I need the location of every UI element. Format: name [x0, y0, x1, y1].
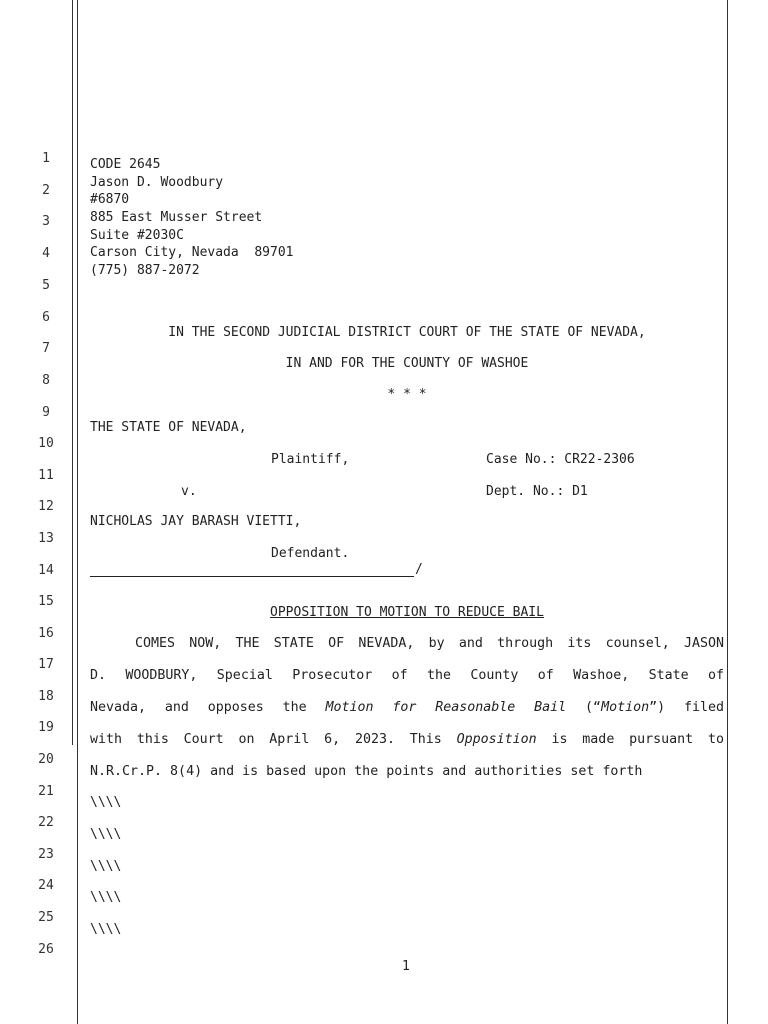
line-number: 16 [38, 626, 54, 641]
line-number: 23 [38, 847, 54, 862]
line-number: 3 [42, 214, 50, 229]
versus: v. [181, 484, 197, 499]
court-heading-stars: * * * [387, 387, 427, 402]
continuation-mark: \\\\ [90, 890, 122, 905]
bar-number: #6870 [90, 192, 130, 207]
body-text: D. WOODBURY, Special Prosecutor of the County of Washoe, State of [90, 668, 724, 683]
body-text: is made pursuant to [551, 732, 724, 747]
body-text: (“ [585, 700, 602, 715]
right-margin-rule [727, 0, 728, 1024]
line-number: 11 [38, 468, 54, 483]
body-line-18 [90, 700, 724, 715]
document-title [90, 605, 724, 620]
court-heading-line2: IN AND FOR THE COUNTY OF WASHOE [285, 356, 529, 371]
page-number: 1 [402, 959, 410, 974]
body-text: N.R.Cr.P. 8(4) and is based upon the points and authorities set forth [90, 764, 643, 779]
continuation-mark: \\\\ [90, 922, 122, 937]
body-line-20 [90, 764, 724, 779]
line-number: 18 [38, 689, 54, 704]
opposition-term: Opposition [456, 732, 537, 747]
phone-number: (775) 887-2072 [90, 263, 200, 278]
plaintiff-name: THE STATE OF NEVADA, [90, 420, 247, 435]
line-number: 17 [38, 657, 54, 672]
line-number: 13 [38, 531, 54, 546]
body-text: Nevada, and opposes the [90, 700, 307, 715]
line-number: 15 [38, 594, 54, 609]
line-number: 22 [38, 815, 54, 830]
left-margin-rule-outer [72, 0, 73, 745]
body-line-19 [90, 732, 724, 747]
caption-underline [90, 576, 414, 577]
plaintiff-role: Plaintiff, [271, 452, 350, 467]
continuation-mark: \\\\ [90, 827, 122, 842]
city-state-zip: Carson City, Nevada 89701 [90, 245, 294, 260]
court-heading-line1: IN THE SECOND JUDICIAL DISTRICT COURT OF THE STATE OF NEVADA, [168, 325, 646, 340]
line-number: 2 [42, 183, 50, 198]
document-title-text: OPPOSITION TO MOTION TO REDUCE BAIL [270, 605, 544, 620]
motion-short-name: Motion [601, 700, 650, 715]
body-text: COMES NOW, THE STATE OF NEVADA, by and through its counsel, JASON [135, 636, 724, 651]
line-number: 26 [38, 942, 54, 957]
line-number: 4 [42, 246, 50, 261]
continuation-mark: \\\\ [90, 795, 122, 810]
line-number: 21 [38, 784, 54, 799]
caption-slash: / [415, 562, 423, 577]
attorney-name: Jason D. Woodbury [90, 175, 224, 190]
suite: Suite #2030C [90, 228, 184, 243]
body-text: ”) filed [649, 700, 724, 715]
line-number: 7 [42, 341, 50, 356]
body-text: with this Court on April 6, 2023. This [90, 732, 442, 747]
line-number: 14 [38, 563, 54, 578]
defendant-name: NICHOLAS JAY BARASH VIETTI, [90, 514, 302, 529]
left-margin-rule-inner [77, 0, 78, 1024]
department-number: Dept. No.: D1 [486, 484, 588, 499]
case-number: Case No.: CR22-2306 [486, 452, 635, 467]
line-number: 9 [42, 405, 50, 420]
defendant-role: Defendant. [271, 546, 350, 561]
line-number: 25 [38, 910, 54, 925]
line-number: 5 [42, 278, 50, 293]
street-address: 885 East Musser Street [90, 210, 263, 225]
body-line-17 [90, 668, 724, 683]
filing-code: CODE 2645 [90, 157, 161, 172]
line-number: 1 [42, 151, 50, 166]
body-line-16 [90, 636, 724, 651]
line-number: 12 [38, 499, 54, 514]
line-number: 24 [38, 878, 54, 893]
motion-title: Motion for Reasonable Bail [325, 700, 567, 715]
line-number: 10 [38, 436, 54, 451]
line-number: 20 [38, 752, 54, 767]
line-number: 19 [38, 720, 54, 735]
line-number: 6 [42, 310, 50, 325]
line-number: 8 [42, 373, 50, 388]
continuation-mark: \\\\ [90, 859, 122, 874]
